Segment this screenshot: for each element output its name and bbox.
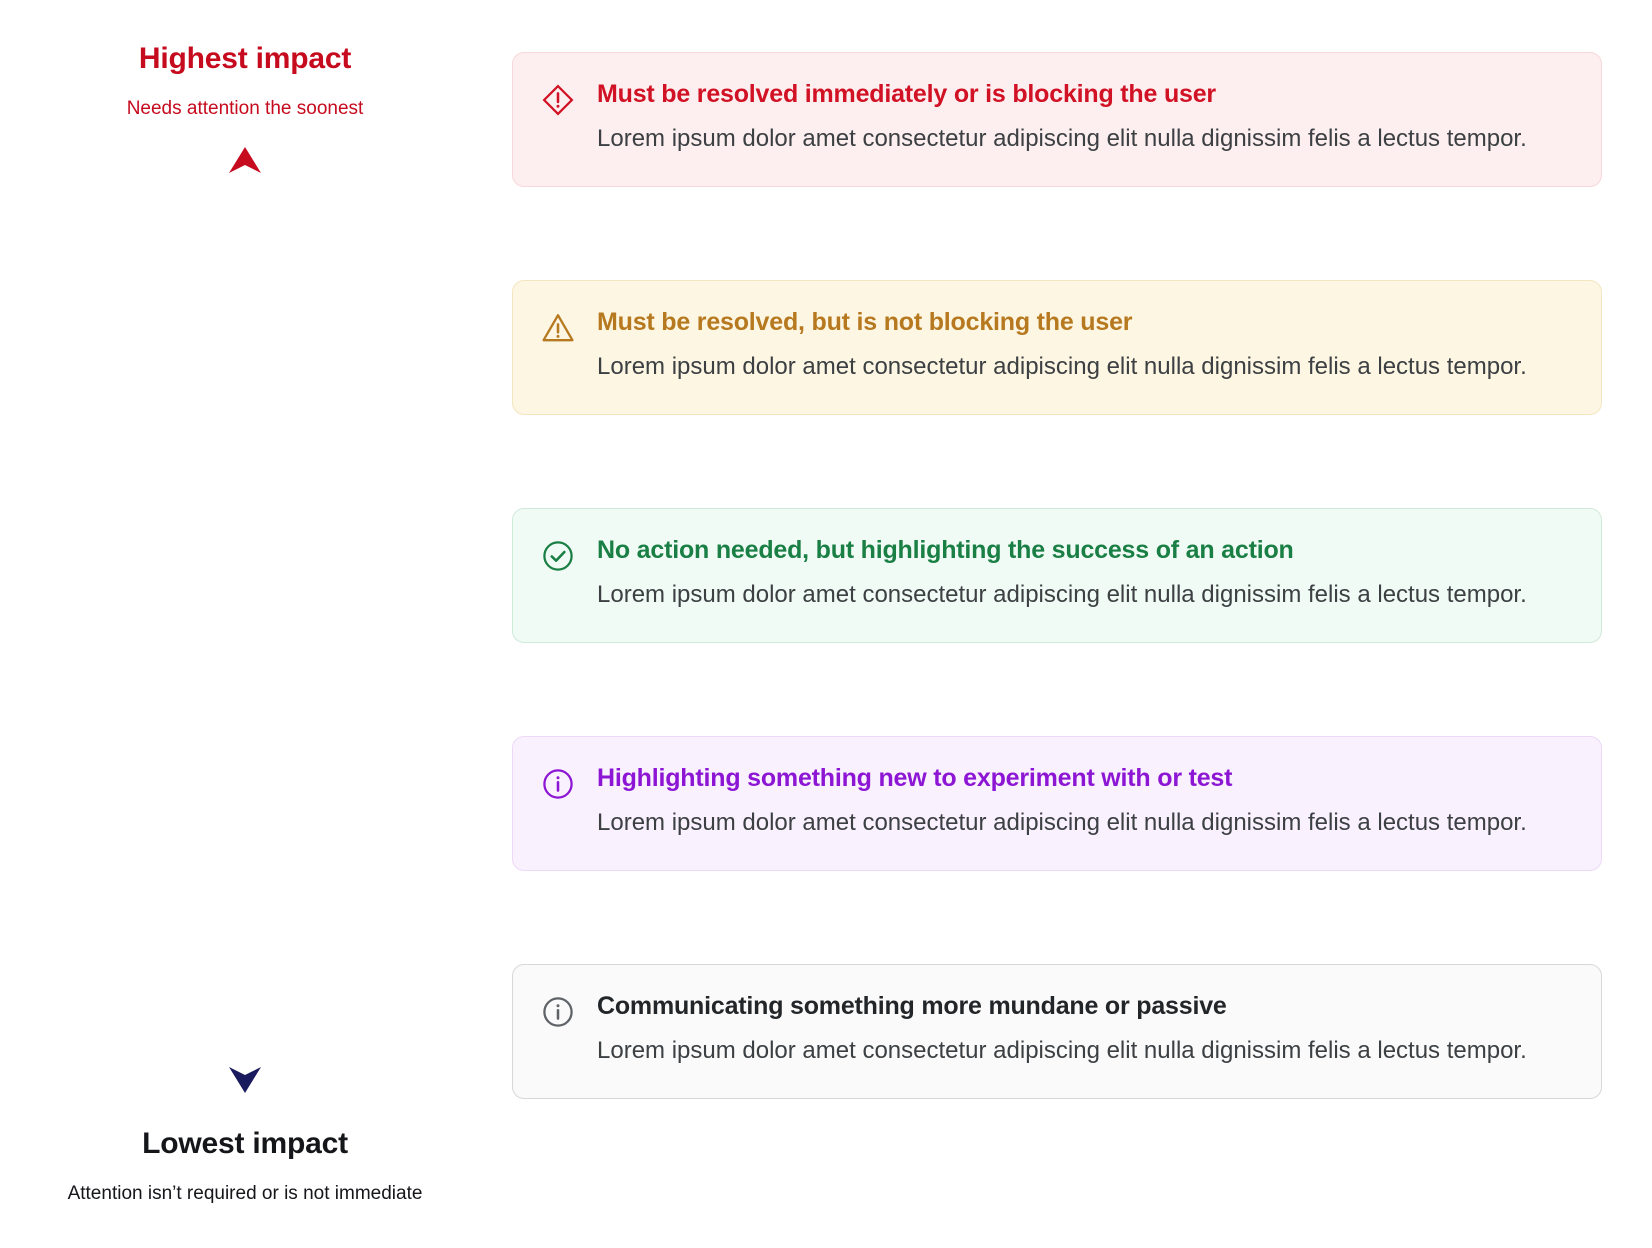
callout-neutral [512, 964, 1602, 1099]
callout-title: No action needed, but highlighting the success of an action [597, 536, 1294, 564]
lowest-impact-sublabel: Attention isn’t required or is not immediate [67, 1183, 423, 1204]
callout-info [512, 736, 1602, 871]
callout-warning [512, 280, 1602, 415]
callout-description: Lorem ipsum dolor amet consectetur adipiscing elit nulla dignissim felis a lectus tempor. [597, 809, 1527, 837]
highest-impact-sublabel: Needs attention the soonest [126, 98, 364, 119]
callout-title: Must be resolved immediately or is blocking the user [597, 80, 1216, 108]
check-circle-icon [541, 539, 575, 573]
callout-body [597, 79, 1573, 158]
error-diamond-icon [541, 83, 575, 117]
callout-description: Lorem ipsum dolor amet consectetur adipiscing elit nulla dignissim felis a lectus tempor. [597, 353, 1527, 381]
impact-gradient-arrow [195, 145, 295, 1095]
callout-list [512, 0, 1622, 1248]
callout-description: Lorem ipsum dolor amet consectetur adipiscing elit nulla dignissim felis a lectus tempor. [597, 581, 1527, 609]
warning-triangle-icon [541, 311, 575, 345]
callout-body [597, 763, 1573, 842]
info-circle-icon [541, 995, 575, 1029]
callout-body [597, 535, 1573, 614]
highest-impact-label: Highest impact [138, 42, 352, 75]
callout-success [512, 508, 1602, 643]
callout-description: Lorem ipsum dolor amet consectetur adipiscing elit nulla dignissim felis a lectus tempor. [597, 125, 1527, 153]
callout-title: Must be resolved, but is not blocking the user [597, 308, 1133, 336]
info-circle-icon [541, 767, 575, 801]
impact-scale [0, 0, 490, 1248]
callout-body [597, 307, 1573, 386]
callout-body [597, 991, 1573, 1070]
callout-title: Communicating something more mundane or passive [597, 992, 1227, 1020]
callout-critical [512, 52, 1602, 187]
lowest-impact-label: Lowest impact [142, 1127, 348, 1160]
callout-description: Lorem ipsum dolor amet consectetur adipiscing elit nulla dignissim felis a lectus tempor. [597, 1037, 1527, 1065]
callout-title: Highlighting something new to experiment with or test [597, 764, 1233, 792]
